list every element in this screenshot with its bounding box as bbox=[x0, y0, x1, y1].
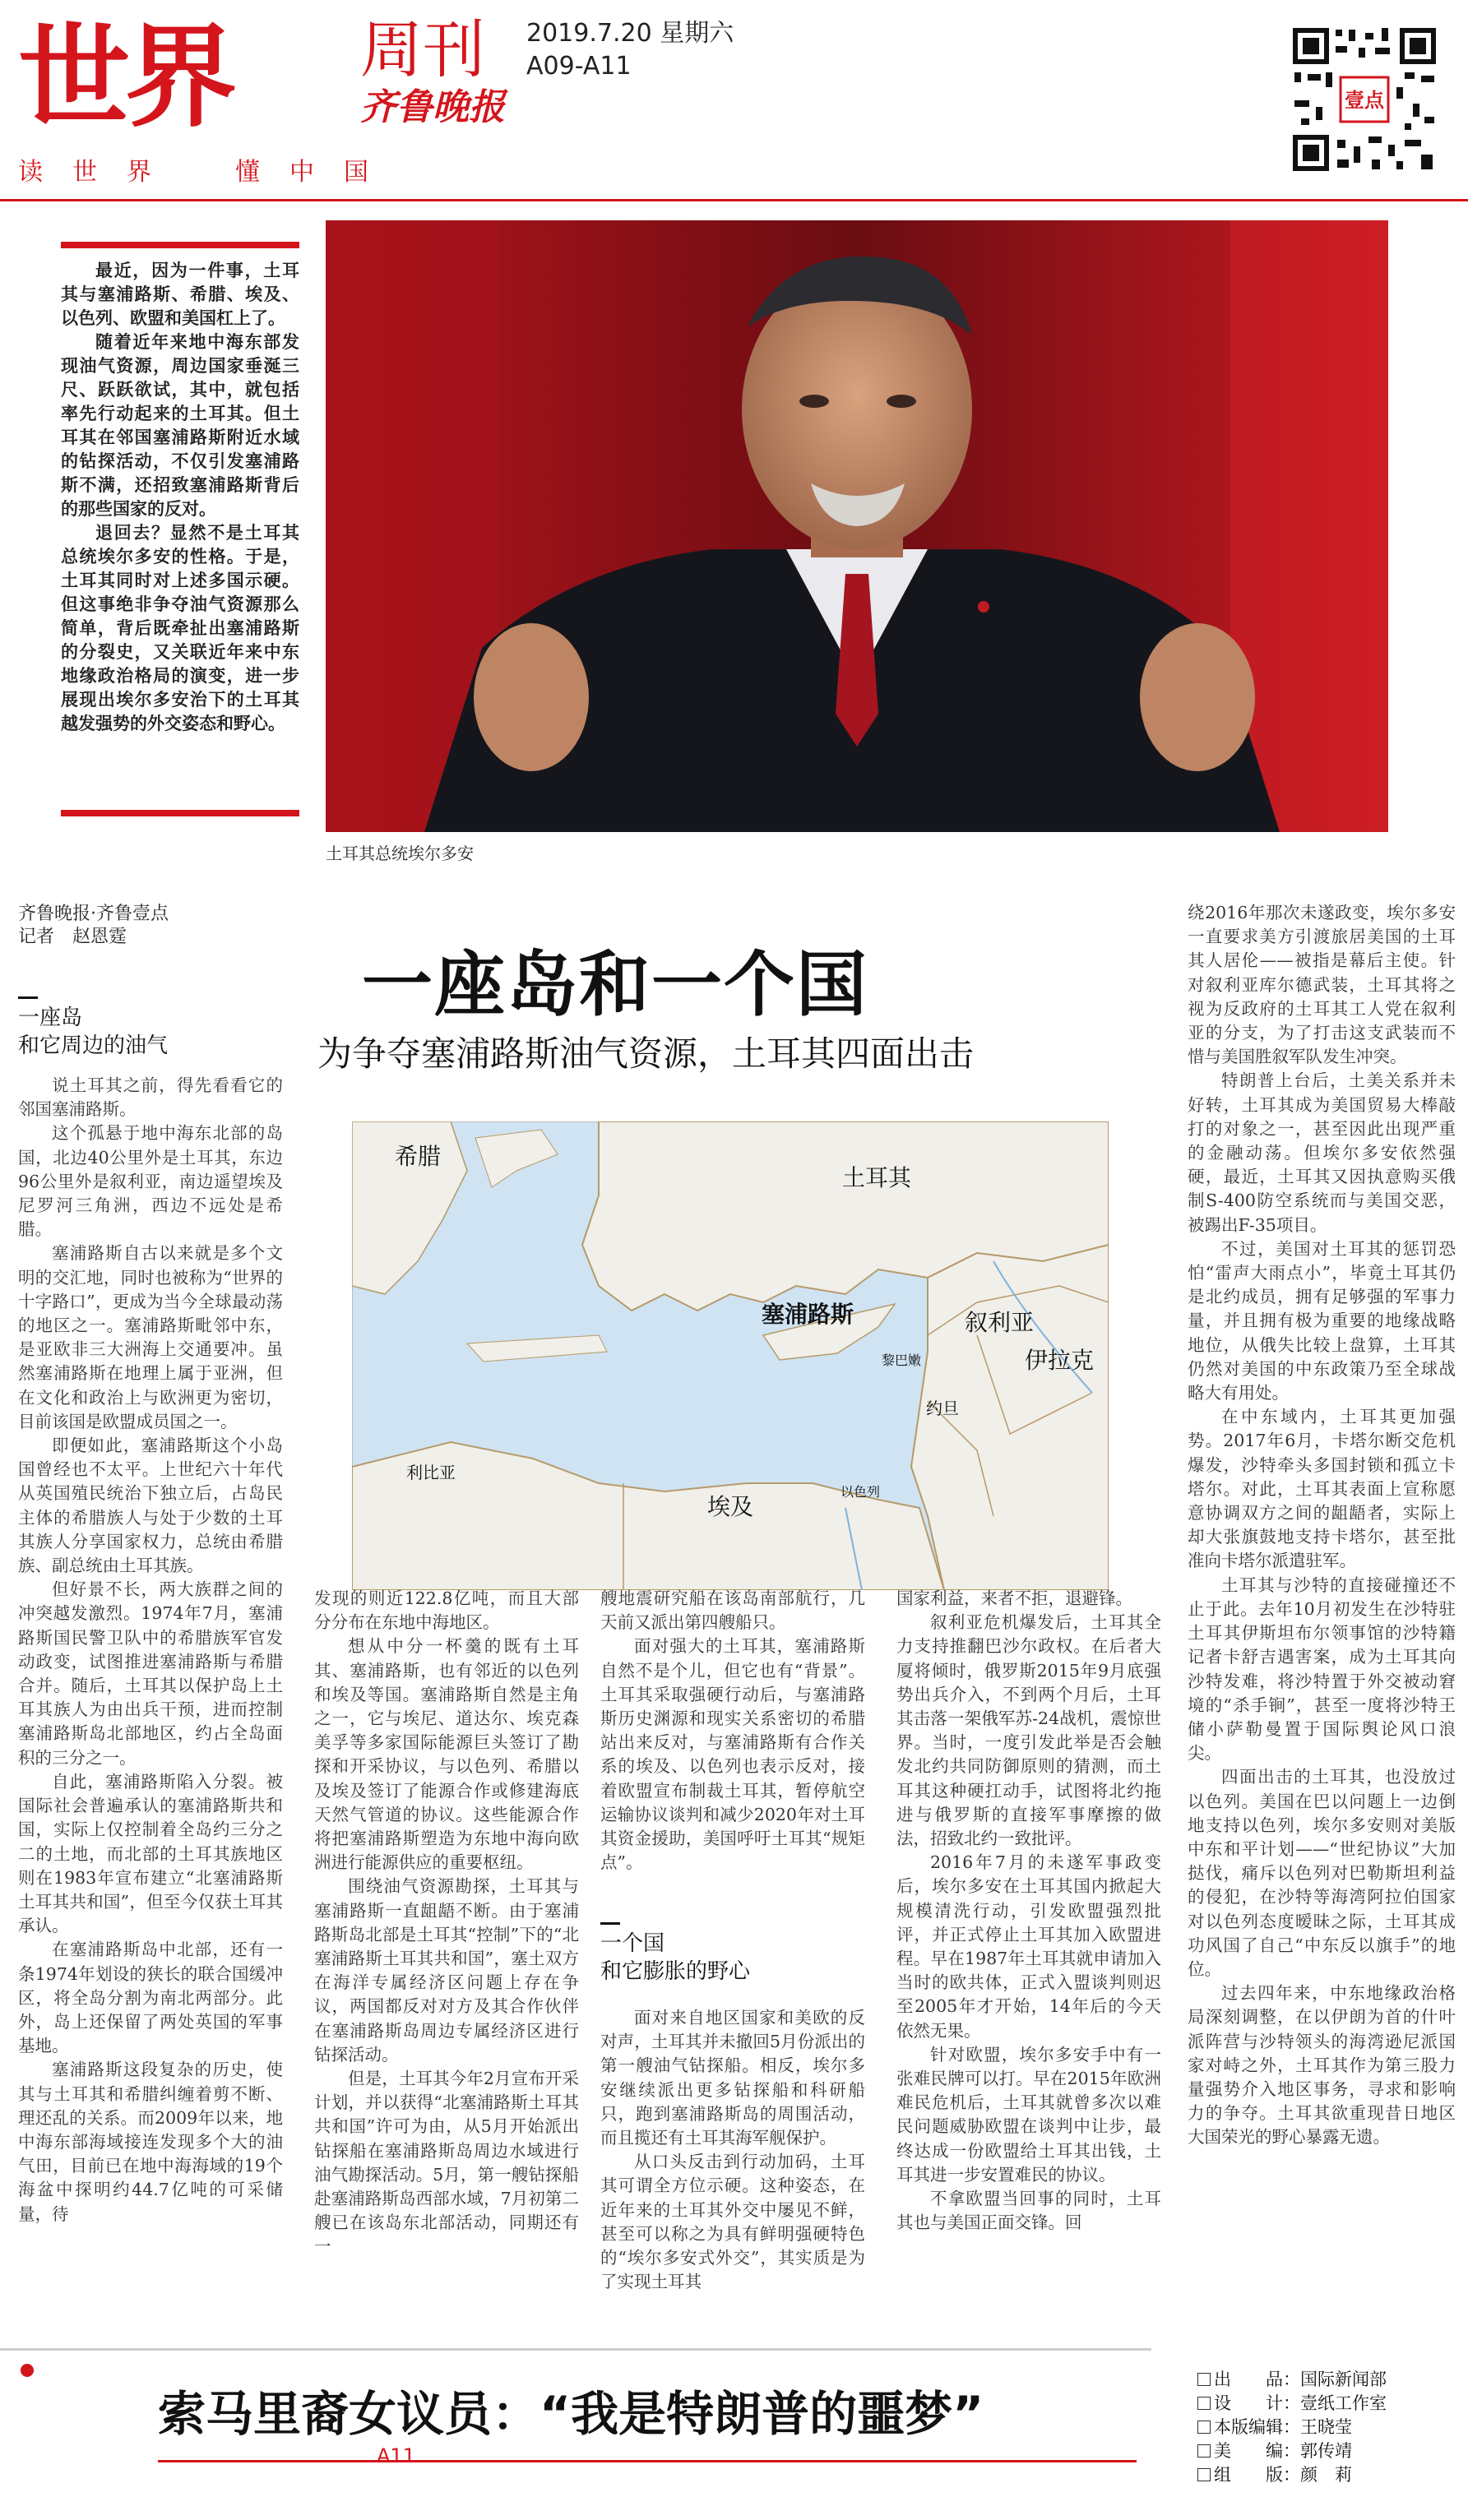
section-heading-line: 和它膨胀的野心 bbox=[600, 1959, 751, 1984]
masthead-slogan bbox=[18, 156, 512, 189]
article-paragraph: 自此，塞浦路斯陷入分裂。被国际社会普遍承认的塞浦路斯共和国，实际上仅控制着全岛约三分之二的土地，而北部的土耳其族地区则在1983年宣布建立“北塞浦路斯土耳其共和国”，但至今仅获土耳其承认。 bbox=[18, 1771, 283, 1936]
article-column-1 bbox=[18, 1074, 283, 2327]
section-heading-line: 一个国 bbox=[600, 1931, 665, 1956]
article-paragraph: 塞浦路斯这段复杂的历史，使其与土耳其和希腊纠缠着剪不断、理还乱的关系。而2009年以来，地中海东部海域接连发现多个大的油气田，目前已在地中海海域的19个海盆中探明约44.7亿吨的可采储量，待 bbox=[18, 2060, 283, 2224]
article-paragraph: 2016年7月的未遂军事政变后，埃尔多安在土耳其国内掀起大规模清洗行动，引发欧盟强烈批评，并正式停止土耳其加入欧盟进程。早在1987年土耳其就申请加入当时的欧共体，正式入盟谈判则迟至2005年才开始，14年后的今天依然无果。 bbox=[896, 1852, 1161, 2041]
lede-paragraph: 最近，因为一件事，土耳其与塞浦路斯、希腊、埃及、以色列、欧盟和美国杠上了。 bbox=[61, 260, 299, 328]
article-paragraph: 过去四年来，中东地缘政治格局深刻调整，在以伊朗为首的什叶派阵营与沙特领头的海湾逊尼派国家对峙之外，土耳其作为第三股力量强势介入地区事务，寻求和影响力的争夺。土耳其欲重现昔日地区大国荣光的野心暴露无遗。 bbox=[1188, 1983, 1456, 2148]
article-column-3-lower bbox=[600, 2006, 865, 2327]
slogan-char: 读 bbox=[18, 158, 43, 187]
byline-source: 齐鲁晚报·齐鲁壹点 bbox=[18, 904, 169, 924]
map-label-egypt: 埃及 bbox=[707, 1493, 754, 1520]
masthead-brand: 世界 bbox=[18, 13, 232, 143]
article-paragraph: 但好景不长，两大族群之间的冲突越发激烈。1974年7月，塞浦路斯国民警卫队中的希腊族军官发动政变，试图推进塞浦路斯与希腊合并。随后，土耳其以保护岛上土耳其族人为由出兵干预，进而控制塞浦路斯岛北部地区，约占全岛面积的三分之一。 bbox=[18, 1579, 283, 1768]
credit-line: 美 编：郭传靖 bbox=[1197, 2439, 1444, 2463]
map-label-turkey: 土耳其 bbox=[842, 1164, 912, 1191]
map-label-jordan: 约旦 bbox=[926, 1399, 959, 1418]
byline-reporter: 记者 赵恩霆 bbox=[18, 927, 127, 947]
checkbox-icon bbox=[1197, 2397, 1211, 2410]
map-label-libya: 利比亚 bbox=[406, 1463, 456, 1482]
article-paragraph: 不拿欧盟当回事的同时，土耳其也与美国正面交锋。回 bbox=[896, 2189, 1161, 2233]
slogan-char bbox=[181, 156, 235, 189]
map-label-israel: 以色列 bbox=[841, 1484, 881, 1500]
section-heading-island bbox=[18, 996, 265, 1060]
lede-paragraph: 随着近年来地中海东部发现油气资源，周边国家垂涎三尺、跃跃欲试，其中，就包括率先行动起来的土耳其。但土耳其在邻国塞浦路斯附近水域的钻探活动，不仅引发塞浦路斯不满，还招致塞浦路斯背后的那些国家的反对。 bbox=[61, 331, 299, 519]
article-paragraph: 说土耳其之前，得先看看它的邻国塞浦路斯。 bbox=[18, 1075, 283, 1120]
credit-line: 设 计：壹纸工作室 bbox=[1197, 2392, 1444, 2416]
article-paragraph: 绕2016年那次未遂政变，埃尔多安一直要求美方引渡旅居美国的土耳其人居伦——被指是幕后主使。针对叙利亚库尔德武装，土耳其将之视为反政府的土耳其工人党在叙利亚的分支，为了打击这支武装而不惜与美国胜叙军队发生冲突。 bbox=[1188, 903, 1456, 1067]
east-mediterranean-map bbox=[352, 1121, 1109, 1590]
credit-line: 组 版：颜 莉 bbox=[1197, 2463, 1444, 2487]
erdogan-photo bbox=[326, 220, 1388, 832]
article-paragraph: 围绕油气资源勘探，土耳其与塞浦路斯一直龃龉不断。由于塞浦路斯岛北部是土耳其“控制”下的“北塞浦路斯土耳其共和国”，塞土双方在海洋专属经济区问题上存在争议，两国都反对对方及其合作伙伴在塞浦路斯岛周边专属经济区进行钻探活动。 bbox=[314, 1876, 579, 2065]
qr-label: 壹点 bbox=[1345, 89, 1384, 112]
article-column-4 bbox=[896, 1587, 1161, 2327]
lede-paragraph: 退回去？显然不是土耳其总统埃尔多安的性格。于是，土耳其同时对上述多国示硬。但这事绝非争夺油气资源那么简单，背后既牵扯出塞浦路斯的分裂史，又关联近年来中东地缘政治格局的演变，进一步展现出埃尔多安治下的土耳其越发强势的外交姿态和野心。 bbox=[61, 522, 299, 733]
article-paragraph: 塞浦路斯自古以来就是多个文明的交汇地，同时也被称为“世界的十字路口”，更成为当今全球最动荡的地区之一。塞浦路斯毗邻中东，是亚欧非三大洲海上交通要冲。虽然塞浦路斯在地理上属于亚洲，但在文化和政治上与欧洲更为密切，目前该国是欧盟成员国之一。 bbox=[18, 1243, 283, 1431]
article-column-5 bbox=[1188, 901, 1456, 2327]
slogan-char: 懂 bbox=[235, 158, 260, 187]
footer-rule bbox=[0, 2348, 1151, 2351]
article-paragraph: 这个孤悬于地中海东北部的岛国，北边40公里外是土耳其，东边96公里外是叙利亚，南边遥望埃及尼罗河三角洲，西边不远处是希腊。 bbox=[18, 1123, 283, 1240]
article-paragraph: 但是，土耳其今年2月宣布开采计划，并以获得“北塞浦路斯土耳其共和国”许可为由，从5月开始派出钻探船在塞浦路斯岛周边水域进行油气勘探活动。5月，第一艘钻探船赴塞浦路斯岛西部水域，7月初第二艘已在该岛东北部活动，同期还有一 bbox=[314, 2069, 579, 2257]
article-paragraph: 艘地震研究船在该岛南部航行，几天前又派出第四艘船只。 bbox=[600, 1588, 865, 1633]
section-heading-line: 一座岛 bbox=[18, 1006, 83, 1030]
masthead-rule bbox=[0, 199, 1468, 201]
article-paragraph: 发现的则近122.8亿吨，而且大部分分布在东地中海地区。 bbox=[314, 1588, 579, 1633]
article-column-2 bbox=[314, 1587, 579, 2327]
masthead-weekly: 周刊 bbox=[360, 13, 485, 86]
headline: 一座岛和一个国 bbox=[362, 944, 868, 1026]
article-paragraph: 从口头反击到行动加码，土耳其可谓全方位示硬。这种姿态，在近年来的土耳其外交中屡见不鲜，甚至可以称之为具有鲜明强硬特色的“埃尔多安式外交”，其实质是为了实现土耳其 bbox=[600, 2152, 865, 2292]
article-paragraph: 即便如此，塞浦路斯这个小岛国曾经也不太平。上世纪六十年代从英国殖民统治下独立后，占岛民主体的希腊族人与处于少数的土耳其族人分享国家权力，总统由希腊族、副总统由土耳其族。 bbox=[18, 1436, 283, 1576]
credit-line: 本版编辑：王晓莹 bbox=[1197, 2416, 1444, 2439]
subheadline: 为争夺塞浦路斯油气资源，土耳其四面出击 bbox=[317, 1033, 975, 1074]
article-paragraph: 国家利益，来者不拒，退避锋。 bbox=[896, 1588, 1132, 1608]
portrait-illustration bbox=[326, 220, 1388, 832]
checkbox-icon bbox=[1197, 2468, 1211, 2481]
slogan-char: 中 bbox=[289, 158, 314, 187]
article-paragraph: 在中东域内，土耳其更加强势。2017年6月，卡塔尔断交危机爆发，沙特牵头多国封锁和孤立卡塔尔。对此，土耳其表面上宣称愿意协调双方之间的龃龉者，实际上却大张旗鼓地支持卡塔尔，甚至批准向卡塔尔派遣驻军。 bbox=[1188, 1407, 1456, 1571]
slogan-char: 界 bbox=[127, 158, 151, 187]
article-paragraph: 不过，美国对土耳其的惩罚恐怕“雷声大雨点小”，毕竟土耳其仍是北约成员，拥有足够强的军事力量，并且拥有极为重要的地缘战略地位，从俄失比较上盘算，土耳其仍然对美国的中东政策乃至全球战略大有用处。 bbox=[1188, 1238, 1456, 1403]
map-label-greece: 希腊 bbox=[395, 1143, 442, 1170]
credits-box bbox=[1197, 2368, 1444, 2487]
masthead-date: 2019.7.20 星期六 bbox=[526, 19, 734, 48]
article-paragraph: 针对欧盟，埃尔多安手中有一张难民牌可以打。早在2015年欧洲难民危机后，土耳其就曾多次以难民问题威胁欧盟在谈判中让步，最终达成一份欧盟给土耳其出钱，土耳其进一步安置难民的协议。 bbox=[896, 2044, 1161, 2185]
lede-box bbox=[61, 258, 299, 735]
article-paragraph: 想从中分一杯羹的既有土耳其、塞浦路斯，也有邻近的以色列和埃及等国。塞浦路斯自然是主角之一，它与埃尼、道达尔、埃克森美孚等多家国际能源巨头签订了勘探和开采协议，与以色列、希腊以及埃及签订了能源合作或修建海底天然气管道的协议。这些能源合作将把塞浦路斯塑造为东地中海向欧洲进行能源供应的重要枢纽。 bbox=[314, 1636, 579, 1873]
masthead-pages: A09-A11 bbox=[526, 52, 632, 81]
map-label-iraq: 伊拉克 bbox=[1025, 1347, 1095, 1374]
next-story-page: A11 bbox=[377, 2444, 415, 2467]
article-paragraph: 在塞浦路斯岛中北部，还有一条1974年划设的狭长的联合国缓冲区，将全岛分割为南北两部分。此外，岛上还保留了两处英国的军事基地。 bbox=[18, 1940, 283, 2056]
lede-rule-bottom bbox=[61, 810, 299, 816]
article-paragraph: 特朗普上台后，土美关系并未好转，土耳其成为美国贸易大棒敲打的对象之一，甚至因此出现严重的金融动荡。但埃尔多安依然强硬，最近，土耳其又因执意购买俄制S-400防空系统而与美国交恶，被踢出F-35项目。 bbox=[1188, 1070, 1456, 1235]
qr-code-icon bbox=[1290, 25, 1439, 174]
checkbox-icon bbox=[1197, 2421, 1211, 2434]
map-label-cyprus: 塞浦路斯 bbox=[762, 1301, 854, 1328]
lede-rule-top bbox=[61, 242, 299, 248]
checkbox-icon bbox=[1197, 2373, 1211, 2386]
article-paragraph: 四面出击的土耳其，也没放过以色列。美国在巴以问题上一边倒地支持以色列，埃尔多安则对美版中东和平计划——“世纪协议”大加挞伐，痛斥以色列对巴勒斯坦利益的侵犯，在沙特等海湾阿拉伯国家对以色列态度暧昧之际，土耳其成功风国了自己“中东反以旗手”的地位。 bbox=[1188, 1767, 1456, 1979]
section-heading-line: 和它周边的油气 bbox=[18, 1033, 169, 1058]
map-label-lebanon: 黎巴嫩 bbox=[882, 1352, 922, 1368]
article-paragraph: 面对来自地区国家和美欧的反对声，土耳其并未撤回5月份派出的第一艘油气钻探船。相反，埃尔多安继续派出更多钻探船和科研船只，跑到塞浦路斯岛的周围活动，而且揽还有土耳其海军舰保护。 bbox=[600, 2008, 865, 2148]
map-label-syria: 叙利亚 bbox=[965, 1309, 1035, 1336]
article-paragraph: 叙利亚危机爆发后，土耳其全力支持推翻巴沙尔政权。在后者大厦将倾时，俄罗斯2015年9月底强势出兵介入，不到两个月后，土耳其击落一架俄军苏-24战机，震惊世界。当时，一度引发此举是否会触发北约共同防御原则的猜测，而土耳其这种硬扛动手，试图将北约拖进与俄罗斯的直接军事摩擦的做法，招致北约一致批评。 bbox=[896, 1612, 1161, 1849]
byline bbox=[18, 903, 265, 949]
article-paragraph: 面对强大的土耳其，塞浦路斯自然不是个儿，但它也有“背景”。土耳其采取强硬行动后，与塞浦路斯历史渊源和现实关系密切的希腊站出来反对，与塞浦路斯有合作关系的埃及、以色列也表示反对，接着欧盟宣布制裁土耳其，暂停航空运输协议谈判和减少2020年对土耳其资金援助，美国呼吁土耳其“规矩点”。 bbox=[600, 1636, 865, 1873]
article-column-3 bbox=[600, 1587, 865, 1916]
slogan-char: 国 bbox=[344, 158, 368, 187]
section-heading-country bbox=[600, 1922, 847, 1986]
map-graphic bbox=[352, 1121, 1109, 1590]
slogan-char: 世 bbox=[72, 158, 97, 187]
credit-line: 出 品：国际新闻部 bbox=[1197, 2368, 1444, 2392]
photo-caption: 土耳其总统埃尔多安 bbox=[326, 844, 474, 863]
masthead-paper-name: 齐鲁晚报 bbox=[360, 86, 505, 128]
next-story-underline bbox=[158, 2460, 1137, 2462]
checkbox-icon bbox=[1197, 2444, 1211, 2458]
next-story-headline[interactable]: 索马里裔女议员：“我是特朗普的噩梦” bbox=[158, 2386, 984, 2442]
footer-bullet-icon bbox=[18, 2361, 36, 2379]
qr-code[interactable] bbox=[1290, 25, 1439, 174]
article-paragraph: 土耳其与沙特的直接碰撞还不止于此。去年10月初发生在沙特驻土耳其伊斯坦布尔领事馆的沙特籍记者卡舒吉遇害案，成为土耳其向沙特发难，将沙特置于外交被动窘境的“杀手锏”，甚至一度将沙特王储小萨勒曼置于国际舆论风口浪尖。 bbox=[1188, 1574, 1456, 1764]
